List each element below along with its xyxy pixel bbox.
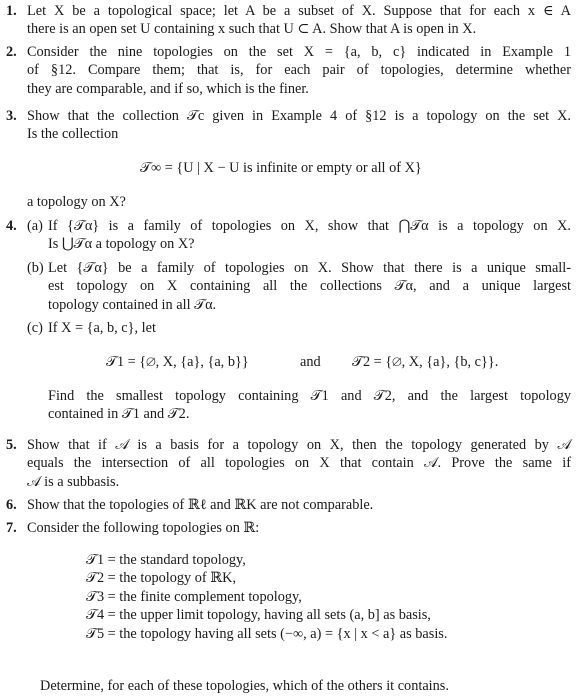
text-line: Consider the nine topologies on the set X = {a, b, c} indicated in Example 1 xyxy=(27,44,571,60)
part-b-text xyxy=(48,259,571,314)
display-equation: 𝒯∞ = {U | X − U is infinite or empty or all of X} xyxy=(140,160,422,176)
text-line: 𝒜 is a subbasis. xyxy=(27,473,120,490)
exercise-text xyxy=(27,436,571,491)
text-line: Show that the collection 𝒯c given in Example 4 of §12 is a topology on the set X. xyxy=(27,108,571,124)
text-line: If X = {a, b, c}, let xyxy=(48,320,156,336)
text-line: equals the intersection of all topologies on X that contain 𝒜. Prove the same if xyxy=(27,455,571,472)
topology-list xyxy=(86,551,447,643)
topology-list-item: 𝒯2 = the topology of ℝK, xyxy=(86,570,237,587)
part-label-c: (c) xyxy=(27,320,43,336)
text-line: Find the smallest topology containing 𝒯1 and 𝒯2, and the largest topology xyxy=(48,388,571,404)
text-line: Let {𝒯α} be a family of topologies on X. Show that there is a unique small- xyxy=(48,260,571,276)
display-equation-and: and xyxy=(300,354,321,370)
part-label-b: (b) xyxy=(27,260,44,276)
text-line: If {𝒯α} is a family of topologies on X, show that ⋂𝒯α is a topology on X. xyxy=(48,218,571,234)
text-line: of §12. Compare them; that is, for each pair of topologies, determine whether xyxy=(27,62,571,79)
text-line: Consider the following topologies on ℝ: xyxy=(27,520,260,536)
exercise-text-after: a topology on X? xyxy=(27,194,126,210)
exercise-number: 7. xyxy=(6,520,17,536)
exercise-text xyxy=(27,43,571,98)
display-equation-right: 𝒯2 = {∅, X, {a}, {b, c}}. xyxy=(352,354,499,370)
exercise-number: 2. xyxy=(6,44,17,60)
topology-list-item: 𝒯5 = the topology having all sets (−∞, a) = {x | x < a} as basis. xyxy=(86,625,448,642)
exercise-number: 3. xyxy=(6,108,17,124)
exercise-text xyxy=(27,2,571,39)
exercise-text xyxy=(27,107,571,144)
text-line: Is ⋃𝒯α a topology on X? xyxy=(48,236,195,253)
text-line: Is the collection xyxy=(27,126,119,143)
text-line: contained in 𝒯1 and 𝒯2. xyxy=(48,406,190,423)
exercise-number: 5. xyxy=(6,437,17,453)
part-c-text-after xyxy=(48,387,571,424)
exercise-text xyxy=(27,519,571,537)
text-line: Let X be a topological space; let A be a subset of X. Suppose that for each x ∈ A xyxy=(27,3,571,19)
exercise-text-after: Determine, for each of these topologies, which of the others it contains. xyxy=(40,678,449,694)
topology-list-item: 𝒯1 = the standard topology, xyxy=(86,552,246,568)
exercise-text xyxy=(27,496,571,514)
part-c-text xyxy=(48,319,571,337)
display-equation-left: 𝒯1 = {∅, X, {a}, {a, b}} xyxy=(106,354,249,370)
part-a-text xyxy=(48,217,571,254)
text-line: Show that if 𝒜 is a basis for a topology on X, then the topology generated by 𝒜 xyxy=(27,437,571,453)
text-line: Show that the topologies of ℝℓ and ℝK are not comparable. xyxy=(27,497,374,513)
exercise-number: 6. xyxy=(6,497,17,513)
text-line: they are comparable, and if so, which is the finer. xyxy=(27,80,309,97)
topology-list-item: 𝒯4 = the upper limit topology, having all sets (a, b] as basis, xyxy=(86,607,431,624)
part-label-a: (a) xyxy=(27,218,43,234)
text-line: topology contained in all 𝒯α. xyxy=(48,296,217,313)
exercise-number: 4. xyxy=(6,218,17,234)
text-line: est topology on X containing all the collections 𝒯α, and a unique largest xyxy=(48,278,571,295)
exercise-number: 1. xyxy=(6,3,17,19)
text-line: there is an open set U containing x such that U ⊂ A. Show that A is open in X. xyxy=(27,21,477,38)
topology-list-item: 𝒯3 = the finite complement topology, xyxy=(86,588,302,605)
